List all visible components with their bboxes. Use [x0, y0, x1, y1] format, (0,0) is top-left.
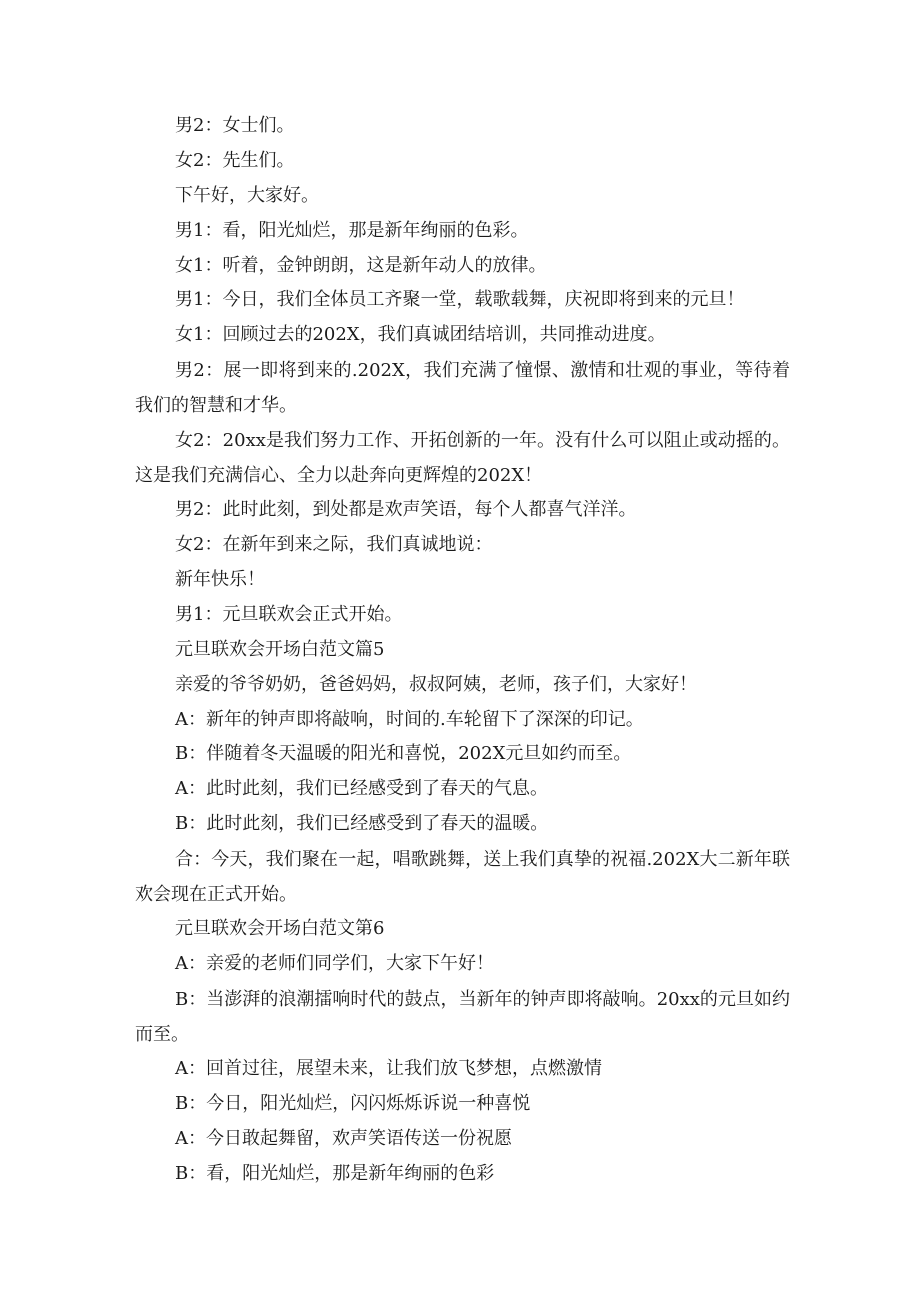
- paragraph: A：亲爱的老师们同学们，大家下午好！: [175, 953, 494, 975]
- paragraph: A：此时此刻，我们已经感受到了春天的气息。: [175, 778, 548, 800]
- paragraph: A：回首过往，展望未来，让我们放飞梦想，点燃激情: [175, 1057, 602, 1079]
- paragraph: 女2：20xx是我们努力工作、开拓创新的一年。没有什么可以阻止或动摇的。这是我们充满信心、全力以赴奔向更辉煌的202X！: [135, 430, 790, 487]
- paragraph: A：新年的钟声即将敲响，时间的.车轮留下了深深的印记。: [175, 708, 644, 730]
- paragraph: 男1：元旦联欢会正式开始。: [175, 603, 403, 625]
- paragraph: A：今日敢起舞留，欢声笑语传送一份祝愿: [175, 1127, 512, 1149]
- paragraph: 男2：此时此刻，到处都是欢声笑语，每个人都喜气洋洋。: [175, 499, 637, 521]
- paragraph: B：此时此刻，我们已经感受到了春天的温暖。: [175, 813, 549, 835]
- paragraph: 女2：先生们。: [175, 149, 295, 171]
- paragraph: 男1：看，阳光灿烂，那是新年绚丽的色彩。: [175, 219, 529, 241]
- paragraph: B：伴随着冬天温暖的阳光和喜悦，202X元旦如约而至。: [175, 743, 632, 765]
- paragraph: 下午好，大家好。: [175, 184, 319, 206]
- paragraph: 男2：展一即将到来的.202X，我们充满了憧憬、激情和壮观的事业，等待着我们的智慧和才华。: [135, 360, 790, 417]
- paragraph: 合：今天，我们聚在一起，唱歌跳舞，送上我们真挚的祝福.202X大二新年联欢会现在正式开始。: [135, 849, 790, 906]
- section-title: 元旦联欢会开场白范文第6: [175, 918, 385, 940]
- paragraph: B：看，阳光灿烂，那是新年绚丽的色彩: [175, 1162, 495, 1184]
- section-title: 元旦联欢会开场白范文篇5: [175, 638, 385, 660]
- paragraph: 男1：今日，我们全体员工齐聚一堂，载歌载舞，庆祝即将到来的元旦！: [175, 289, 745, 311]
- paragraph: 女2：在新年到来之际，我们真诚地说：: [175, 534, 493, 556]
- paragraph: 女1：回顾过去的202X，我们真诚团结培训，共同推动进度。: [175, 324, 666, 346]
- paragraph: 男2：女士们。: [175, 115, 295, 136]
- paragraph: B：今日，阳光灿烂，闪闪烁烁诉说一种喜悦: [175, 1092, 531, 1114]
- paragraph: 新年快乐！: [175, 569, 265, 591]
- paragraph: 亲爱的爷爷奶奶，爸爸妈妈，叔叔阿姨，老师，孩子们，大家好！: [175, 673, 697, 695]
- document-body: [135, 109, 790, 1191]
- paragraph: 女1：听着，金钟朗朗，这是新年动人的放律。: [175, 254, 547, 276]
- paragraph: B：当澎湃的浪潮擂响时代的鼓点，当新年的钟声即将敲响。20xx的元旦如约而至。: [135, 988, 790, 1045]
